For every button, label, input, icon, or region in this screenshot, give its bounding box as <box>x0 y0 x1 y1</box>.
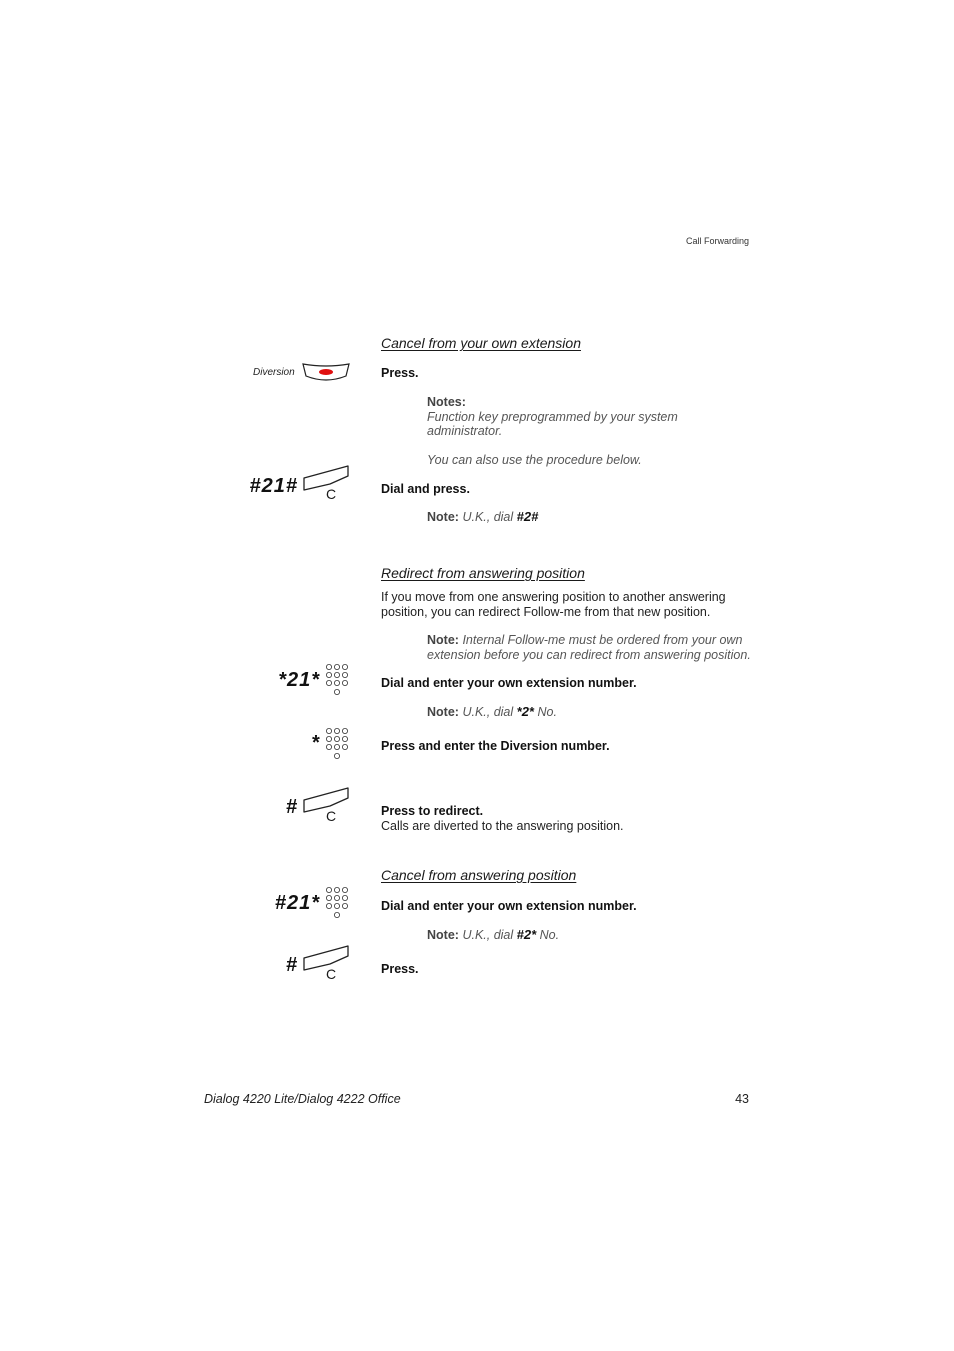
footer-title: Dialog 4220 Lite/Dialog 4222 Office <box>204 1092 401 1106</box>
step-dial-ext: Dial and enter your own extension number. <box>381 899 637 913</box>
dial-code: *21* <box>278 669 320 691</box>
step-press: Press. <box>381 366 419 380</box>
running-header: Call Forwarding <box>685 236 749 246</box>
note-uk <box>427 510 757 525</box>
step-press-diversion: Press and enter the Diversion number. <box>381 739 610 753</box>
notes-extra: You can also use the procedure below. <box>427 452 642 467</box>
note-label: Note: <box>427 510 459 524</box>
dial-code: * <box>311 732 320 754</box>
step-dial-press: Dial and press. <box>381 482 470 496</box>
dial-code: #21# <box>249 475 298 497</box>
notes-line: Function key preprogrammed by your system <box>427 409 678 424</box>
intro-text <box>381 590 761 619</box>
step-press: Press. <box>381 962 419 976</box>
page-number: 43 <box>735 1092 749 1106</box>
keypad-icon[interactable] <box>325 886 349 922</box>
intro-line: position, you can redirect Follow-me from that new position. <box>381 604 711 619</box>
handset-icon[interactable] <box>302 944 350 984</box>
step-dial-ext: Dial and enter your own extension number. <box>381 676 637 690</box>
diversion-label: Diversion <box>253 367 295 378</box>
note-label: Note: <box>427 633 459 647</box>
note-suffix: No. <box>537 705 557 719</box>
step-press-redirect: Press to redirect. <box>381 804 484 818</box>
dial-code: # <box>285 954 298 976</box>
section-title-redirect: Redirect from answering position <box>381 565 585 581</box>
note-text: U.K., dial <box>462 510 514 524</box>
note-code: #2# <box>516 509 539 524</box>
note-text: U.K., dial <box>462 928 514 942</box>
section-title-cancel-own: Cancel from your own extension <box>381 335 581 351</box>
handset-icon[interactable] <box>302 464 350 504</box>
clear-key-label: C <box>326 808 337 824</box>
note-followme <box>427 633 767 662</box>
note-label: Note: <box>427 705 459 719</box>
notes-line: administrator. <box>427 424 503 438</box>
handset-icon[interactable] <box>302 786 350 826</box>
diversion-key-icon[interactable] <box>302 362 350 382</box>
intro-line: If you move from one answering position to another answering <box>381 590 726 604</box>
note-suffix: No. <box>539 928 560 942</box>
note-uk <box>427 928 757 943</box>
note-code: #2* <box>516 927 537 942</box>
step-detail: Calls are diverted to the answering position. <box>381 819 624 833</box>
notes-heading: Notes: <box>427 395 466 409</box>
dial-code: #21* <box>274 892 320 914</box>
diversion-led-icon <box>319 369 333 375</box>
keypad-icon[interactable] <box>325 727 349 763</box>
clear-key-label: C <box>326 966 337 982</box>
note-line: Internal Follow-me must be ordered from your own <box>462 633 743 647</box>
section-title-cancel-answering: Cancel from answering position <box>381 867 577 883</box>
note-uk <box>427 705 757 720</box>
notes-block <box>427 395 757 467</box>
note-text: U.K., dial <box>462 705 514 719</box>
dial-code: # <box>285 796 298 818</box>
note-label: Note: <box>427 928 459 942</box>
note-code: *2* <box>516 704 534 719</box>
clear-key-label: C <box>326 486 337 502</box>
keypad-icon[interactable] <box>325 663 349 699</box>
note-line: extension before you can redirect from answering position. <box>427 647 751 662</box>
